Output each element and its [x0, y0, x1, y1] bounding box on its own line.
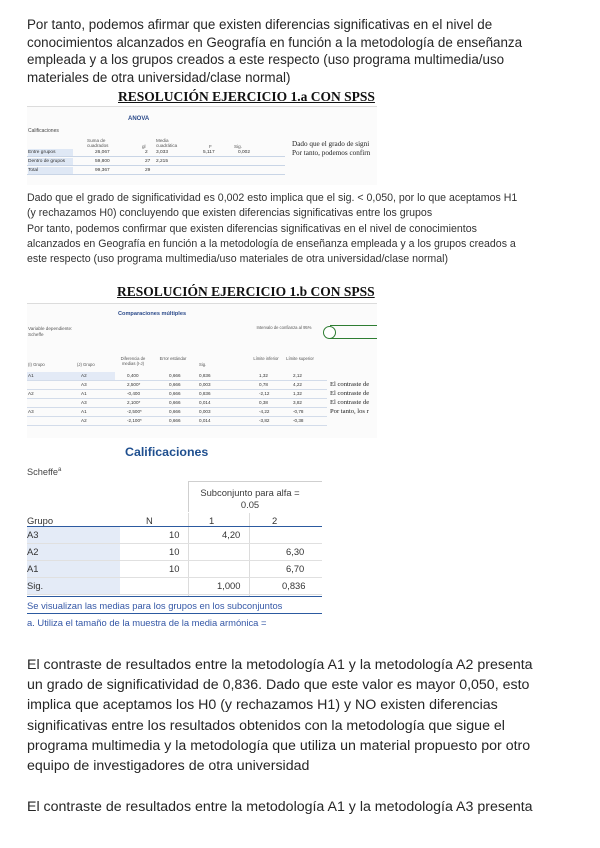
group-cell: A3 — [27, 529, 39, 540]
cropped-side-text: Por tanto, podemos confirn — [292, 149, 371, 157]
intro-paragraph — [27, 16, 575, 86]
subset1-cell: 4,20 — [222, 529, 241, 540]
table-row — [27, 149, 285, 157]
table-cell: 4,22 — [293, 382, 302, 387]
subset-header: Subconjunto para alfa = 0.05 — [200, 487, 300, 510]
table-cell: 0,666 — [169, 418, 181, 423]
subset2-cell: 6,30 — [286, 546, 305, 557]
n-cell: 10 — [169, 563, 180, 574]
table-cell: -0,38 — [293, 418, 304, 423]
table-row — [27, 417, 327, 426]
table-row — [27, 578, 322, 595]
group-j: A2 — [81, 373, 87, 378]
column-header: Sig. — [234, 144, 242, 149]
table-cell: -3,82 — [259, 418, 270, 423]
table-row — [27, 408, 327, 417]
table-title: ANOVA — [128, 116, 150, 122]
column-header: Suma de cuadrados — [87, 138, 109, 148]
cropped-side-text: El contraste de — [330, 381, 370, 388]
spss-output-sheet — [27, 303, 377, 438]
row-shade — [27, 527, 120, 543]
table-cell: 5,117 — [203, 150, 215, 155]
table-cell: 0,666 — [169, 409, 181, 414]
row-shade — [27, 372, 115, 380]
text-line: (y rechazamos H0) concluyendo que existen diferencias significativas entre los grupos — [27, 207, 433, 220]
table-row — [27, 544, 322, 561]
column-header: 1 — [209, 515, 215, 526]
cropped-side-text: Por tanto, los r — [330, 408, 369, 415]
table-cell: 0,38 — [259, 400, 268, 405]
column-header: N — [146, 515, 153, 526]
table-note: a. Utiliza el tamaño de la muestra de la media armónica = — [27, 617, 267, 628]
table-cell: 0,003 — [199, 409, 211, 414]
figure-title: RESOLUCIÓN EJERCICIO 1.b CON SPSS — [117, 284, 375, 299]
text-line: El contraste de resultados entre la metodología A1 y la metodología A3 presenta — [27, 799, 533, 815]
table-cell: 59,800 — [95, 159, 110, 164]
group-j: A1 — [81, 409, 87, 414]
row-shade — [27, 561, 120, 577]
text-line: conocimientos alcanzados en Geografía en función a la metodología de enseñanza — [27, 34, 523, 50]
text-line: implica que aceptamos los H0 (y rechazamos H1) y NO existen diferencias — [27, 697, 498, 714]
table-rule — [27, 596, 322, 597]
table-cell: 3,82 — [293, 400, 302, 405]
text-line: Por tanto, podemos confirmar que existen diferencias significativas en el nivel de conocimientos — [27, 222, 477, 235]
group-j: A1 — [81, 391, 87, 396]
table-cell: 0,014 — [199, 400, 211, 405]
subset2-cell: 6,70 — [286, 563, 305, 574]
cropped-side-text: Dado que el grado de signi — [292, 140, 370, 148]
text-line: equipo de investigadores de otra universidad — [27, 758, 310, 775]
table-row — [27, 561, 322, 578]
text-line: Dado que el grado de significatividad es 0,002 esto implica que el sig. < 0,050, por lo que aceptamos H1 — [27, 192, 518, 204]
contrast-a1-a2-paragraph — [27, 655, 577, 776]
table-cell: 0,014 — [199, 418, 211, 423]
group-j: A3 — [81, 382, 87, 387]
text-line: empleada y a los grupos creados a este respecto (uso programa multimedia/uso — [27, 52, 505, 68]
table-rule — [27, 613, 322, 614]
table-cell: 0,78 — [259, 382, 268, 387]
table-row — [27, 381, 327, 390]
table-header — [27, 513, 322, 527]
text-line: este respecto (uso programa multimedia/uso materiales de otra universidad/clase normal) — [27, 253, 449, 266]
column-header: Límite inferior — [253, 356, 279, 361]
table-cell: 0,400 — [127, 373, 139, 378]
column-header: Sig. — [199, 362, 207, 367]
table-cell: 26,067 — [95, 150, 110, 155]
figure-title: RESOLUCIÓN EJERCICIO 1.a CON SPSS — [118, 89, 375, 104]
method-label — [27, 467, 61, 477]
column-header: (J) Grupo — [77, 362, 95, 367]
column-header: (I) Grupo — [28, 362, 45, 367]
column-header: Límite superior — [286, 356, 314, 361]
text-line: El contraste de resultados entre la metodología A1 y la metodología A2 presenta — [27, 657, 533, 673]
table-row — [27, 399, 327, 408]
table-cell: 29 — [145, 168, 151, 173]
significance-paragraph — [27, 191, 567, 267]
method-name: Scheffe — [27, 467, 58, 478]
ci-header: Intervalo de confianza al 95% — [256, 325, 312, 330]
row-label: Total — [28, 167, 73, 174]
connector-line — [330, 325, 377, 326]
table-cell: 3,033 — [156, 150, 169, 155]
column-header: Error estándar — [159, 356, 187, 361]
group-j: A3 — [81, 400, 87, 405]
table-cell: 0,666 — [169, 382, 181, 387]
method-label: Scheffe — [28, 332, 44, 337]
group-cell: Sig. — [27, 580, 44, 591]
table-cell: -0,400 — [127, 391, 141, 396]
table-cell: 0,836 — [199, 373, 211, 378]
table-cell: -2,100* — [127, 418, 142, 423]
table-cell: 0,666 — [169, 373, 181, 378]
table-cell: 1,32 — [293, 391, 302, 396]
anova-screenshot — [27, 88, 377, 185]
scheffe-subsets-table — [27, 441, 322, 633]
column-header: Diferencia de medias (I-J) — [120, 356, 146, 366]
group-cell: A2 — [27, 546, 39, 557]
table-row — [27, 167, 285, 175]
table-cell: 2 — [145, 150, 148, 155]
table-row — [27, 390, 327, 399]
text-line: significativas entre los resultados obtenidos con la metodología que sigue el — [27, 717, 505, 734]
connector-line — [330, 338, 377, 339]
cropped-side-text: El contraste de — [330, 399, 370, 406]
column-header: Grupo — [27, 515, 54, 526]
column-header: 2 — [272, 515, 278, 526]
multiple-comparisons-screenshot — [27, 283, 377, 438]
cropped-side-text: El contraste de — [330, 390, 370, 397]
table-cell: 0,002 — [238, 150, 251, 155]
text-line: programa multimedia y la metodología que utiliza un material propuesto por otro — [27, 737, 531, 754]
text-line: alcanzados en Geografía en función a la metodología de enseñanza empleada y a los grupos creados a — [27, 237, 516, 250]
table-cell: -4,22 — [259, 409, 270, 414]
table-cell: 0,666 — [169, 391, 181, 396]
column-header: gl — [142, 144, 146, 149]
table-cell: 0,836 — [199, 391, 211, 396]
subset2-cell: 0,836 — [282, 580, 306, 591]
table-cell: 0,003 — [199, 382, 211, 387]
group-j: A2 — [81, 418, 87, 423]
footnote-marker: a — [58, 467, 62, 473]
table-cell: -2,500* — [127, 409, 142, 414]
subset1-cell: 1,000 — [217, 580, 241, 591]
text-line: Por tanto, podemos afirmar que existen diferencias significativas en el nivel de — [27, 17, 493, 32]
connector-circle — [323, 326, 336, 339]
table-cell: 99,367 — [95, 168, 110, 173]
row-label: Dentro de grupos — [28, 158, 73, 165]
contrast-a1-a3-paragraph — [27, 797, 577, 817]
table-cell: 27 — [145, 159, 151, 164]
table-note: Se visualizan las medias para los grupos en los subconjuntos — [27, 600, 283, 611]
table-cell: 2,12 — [293, 373, 302, 378]
text-line: un grado de significatividad de 0,836. Dado que este valor es mayor 0,050, esto — [27, 677, 530, 694]
table-cell: 1,32 — [259, 373, 268, 378]
column-header: F — [209, 144, 212, 149]
group-i: A1 — [28, 373, 34, 378]
group-i: A3 — [28, 409, 34, 414]
spss-output-sheet — [27, 106, 377, 185]
n-cell: 10 — [169, 529, 180, 540]
table-cell: 2,100* — [127, 400, 141, 405]
group-cell: A1 — [27, 563, 39, 574]
table-cell: 0,666 — [169, 400, 181, 405]
table-title: Comparaciones múltiples — [118, 311, 187, 317]
n-cell: 10 — [169, 546, 180, 557]
table-caption: Calificaciones — [125, 445, 209, 459]
dependent-variable-label: Calificaciones — [28, 128, 59, 134]
row-label: Entre grupos — [28, 149, 73, 156]
row-shade — [27, 544, 120, 560]
column-header: Media cuadrática — [156, 138, 178, 148]
table-row — [27, 527, 322, 544]
table-cell: 2,215 — [156, 159, 169, 164]
table-row — [27, 372, 327, 381]
text-line: materiales de otra universidad/clase normal) — [27, 69, 291, 85]
dependent-variable-label: Variable dependiente: — [28, 326, 73, 331]
group-i: A2 — [28, 391, 34, 396]
variable-label — [28, 326, 72, 338]
table-row — [27, 158, 285, 166]
table-cell: -0,78 — [293, 409, 304, 414]
table-cell: -2,12 — [259, 391, 270, 396]
table-cell: 2,500* — [127, 382, 141, 387]
